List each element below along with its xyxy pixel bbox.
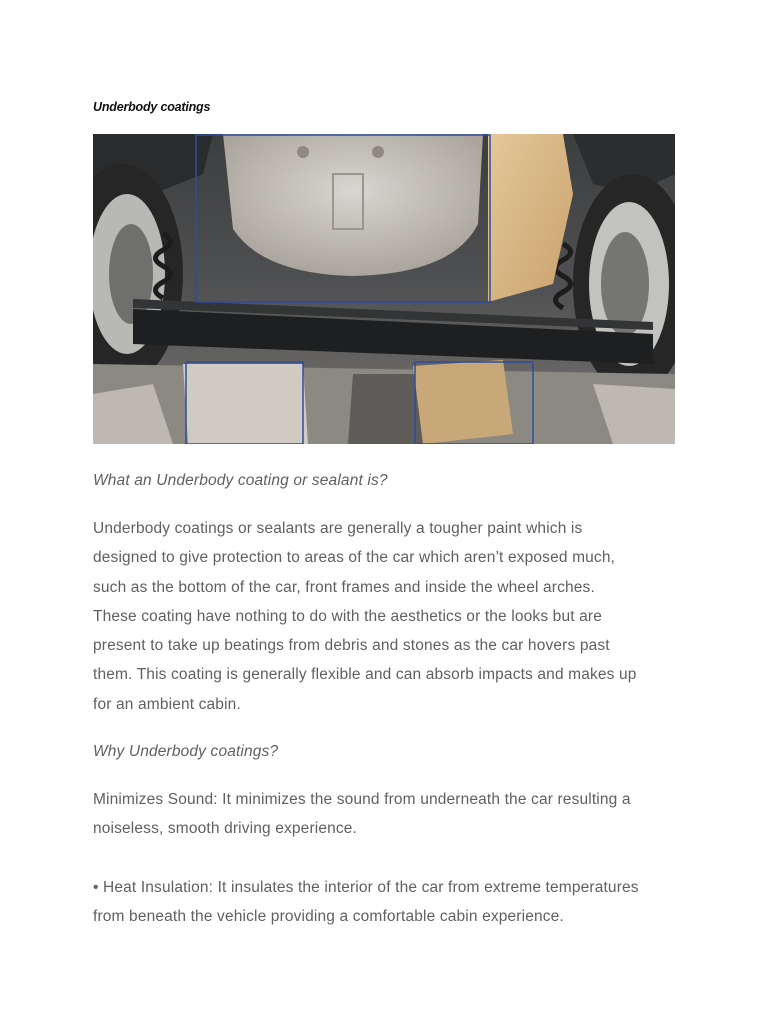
- point-line: noiseless, smooth driving experience.: [93, 820, 358, 838]
- section-question-what: What an Underbody coating or sealant is?: [93, 472, 388, 489]
- paragraph-line: for an ambient cabin.: [93, 695, 241, 713]
- point-line: from beneath the vehicle providing a comfortable cabin experience.: [93, 908, 564, 926]
- paragraph-line: such as the bottom of the car, front frames and inside the wheel arches.: [93, 578, 595, 596]
- section-paragraph-what: [93, 514, 683, 719]
- paragraph-line: designed to give protection to areas of the car which aren’t exposed much,: [93, 549, 616, 567]
- paragraph-line: them. This coating is generally flexible and can absorb impacts and makes up: [93, 666, 637, 684]
- car-underbody-photo: [93, 134, 675, 444]
- paragraph-line: Underbody coatings or sealants are generally a tougher paint which is: [93, 520, 583, 537]
- point-heat-insulation: [93, 873, 683, 932]
- point-line: • Heat Insulation: It insulates the interior of the car from extreme temperatures: [93, 879, 639, 896]
- document-title: Underbody coatings: [93, 100, 211, 114]
- section-question-why: Why Underbody coatings?: [93, 743, 279, 760]
- point-line: Minimizes Sound: It minimizes the sound from underneath the car resulting a: [93, 791, 631, 808]
- point-minimizes-sound: [93, 785, 683, 844]
- paragraph-line: These coating have nothing to do with the aesthetics or the looks but are: [93, 607, 602, 625]
- paragraph-line: present to take up beatings from debris and stones as the car hovers past: [93, 637, 610, 655]
